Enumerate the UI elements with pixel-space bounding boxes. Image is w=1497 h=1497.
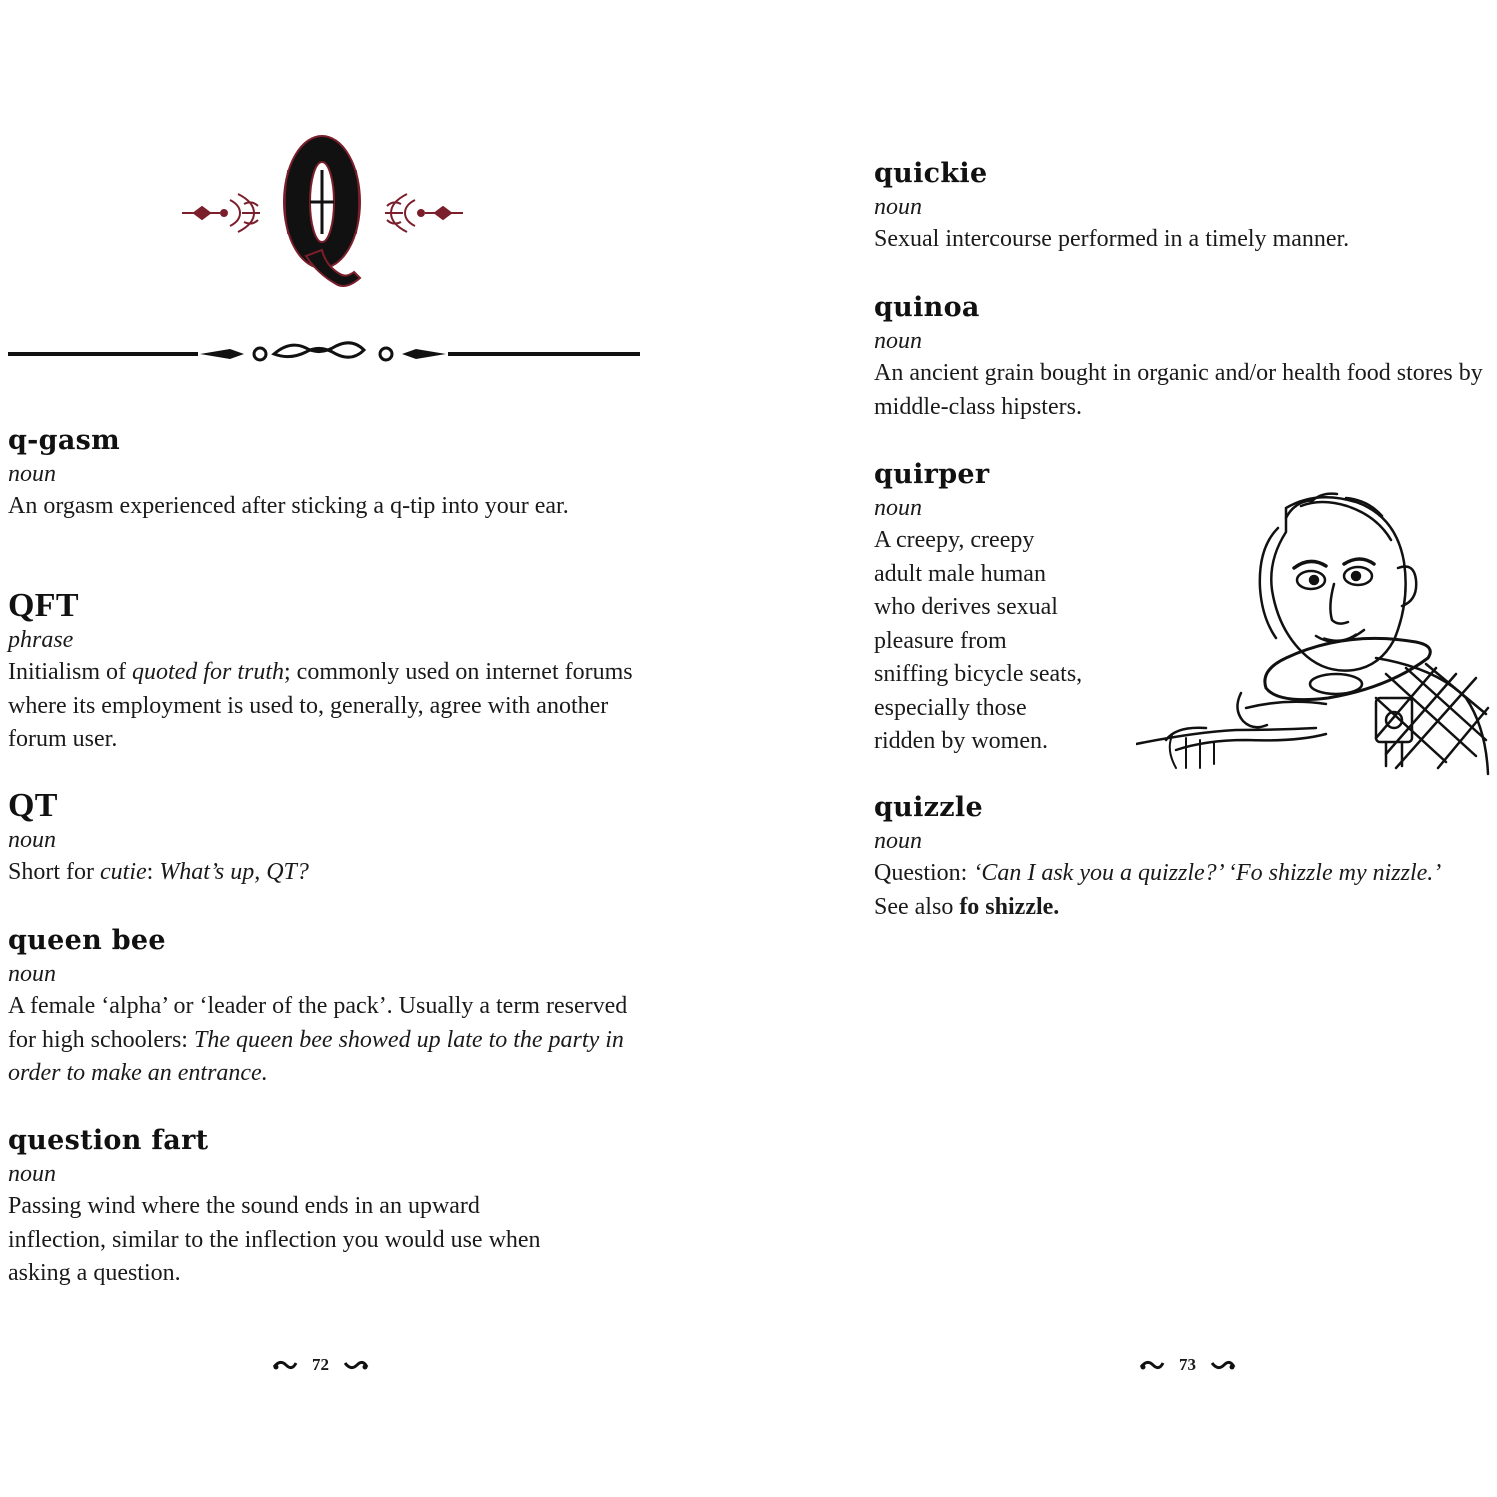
- folio-ornament-left-icon: [1139, 1359, 1165, 1371]
- folio-ornament-right-icon: [343, 1359, 369, 1371]
- entry-question-fart: [8, 1124, 578, 1291]
- folio-ornament-left-icon: [272, 1359, 298, 1371]
- folio-ornament-right-icon: [1210, 1359, 1236, 1371]
- entry-term: q-gasm: [8, 425, 121, 456]
- entry-part-of-speech: noun: [874, 194, 922, 220]
- entry-quinoa: [874, 291, 1496, 424]
- entry-part-of-speech: noun: [8, 827, 56, 853]
- entry-term: QFT: [8, 587, 79, 624]
- q-letter-ornament: [180, 130, 465, 300]
- entry-definition: Passing wind where the sound ends in an upward inflection, similar to the inflection you would use when asking a question.: [8, 1193, 541, 1286]
- entry-definition: Sexual intercourse performed in a timely manner.: [874, 226, 1350, 252]
- entry-part-of-speech: noun: [8, 961, 56, 987]
- right-flourish-icon: [385, 194, 463, 232]
- entry-queen-bee: [8, 924, 638, 1091]
- page-number-72: 72: [272, 1355, 369, 1375]
- quirper-illustration: [1136, 488, 1496, 778]
- entry-definition: An orgasm experienced after sticking a q-tip into your ear.: [8, 493, 569, 519]
- entry-quickie: [874, 157, 1494, 257]
- entry-term: quickie: [874, 158, 988, 189]
- entry-term: question fart: [8, 1125, 209, 1156]
- entry-term: quirper: [874, 459, 990, 490]
- decorative-q-letter: [284, 136, 360, 286]
- right-page: [748, 0, 1497, 1497]
- entry-definition: Short for cutie: What’s up, QT?: [8, 859, 309, 885]
- entry-definition: An ancient grain bought in organic and/or health food stores by middle-class hipsters.: [874, 360, 1483, 420]
- entry-part-of-speech: phrase: [8, 627, 74, 653]
- cross-reference: fo shizzle.: [959, 893, 1060, 920]
- entry-term: quizzle: [874, 792, 983, 823]
- page-number-73: 73: [1139, 1355, 1236, 1375]
- entry-part-of-speech: noun: [874, 828, 922, 854]
- entry-part-of-speech: noun: [874, 495, 922, 521]
- entry-term: quinoa: [874, 292, 980, 323]
- entry-part-of-speech: noun: [8, 1161, 56, 1187]
- entry-part-of-speech: noun: [8, 461, 56, 487]
- entry-part-of-speech: noun: [874, 328, 922, 354]
- entry-definition: A creepy, creepy adult male human who derives sexual pleasure from sniffing bicycle seats, especially those ridden by women.: [874, 527, 1083, 754]
- entry-q-gasm: [8, 424, 588, 524]
- entry-definition: Question: ‘Can I ask you a quizzle?’ ‘Fo shizzle my nizzle.’ See also fo shizzle.: [874, 860, 1442, 920]
- entry-definition: Initialism of quoted for truth; commonly used on internet forums where its employment is used to, generally, agree with another forum user.: [8, 659, 633, 752]
- entry-term: queen bee: [8, 925, 166, 956]
- left-flourish-icon: [182, 194, 260, 232]
- left-page: [0, 0, 748, 1497]
- entry-definition: A female ‘alpha’ or ‘leader of the pack’. Usually a term reserved for high schoolers: The queen bee showed up late to the party in order to make an entrance.: [8, 993, 628, 1086]
- entry-term: QT: [8, 787, 58, 824]
- entry-quizzle: [874, 791, 1496, 924]
- entry-quirper: [874, 458, 1134, 759]
- decorative-divider-icon: [8, 338, 640, 370]
- entry-qft: [8, 588, 638, 757]
- entry-qt: [8, 788, 638, 890]
